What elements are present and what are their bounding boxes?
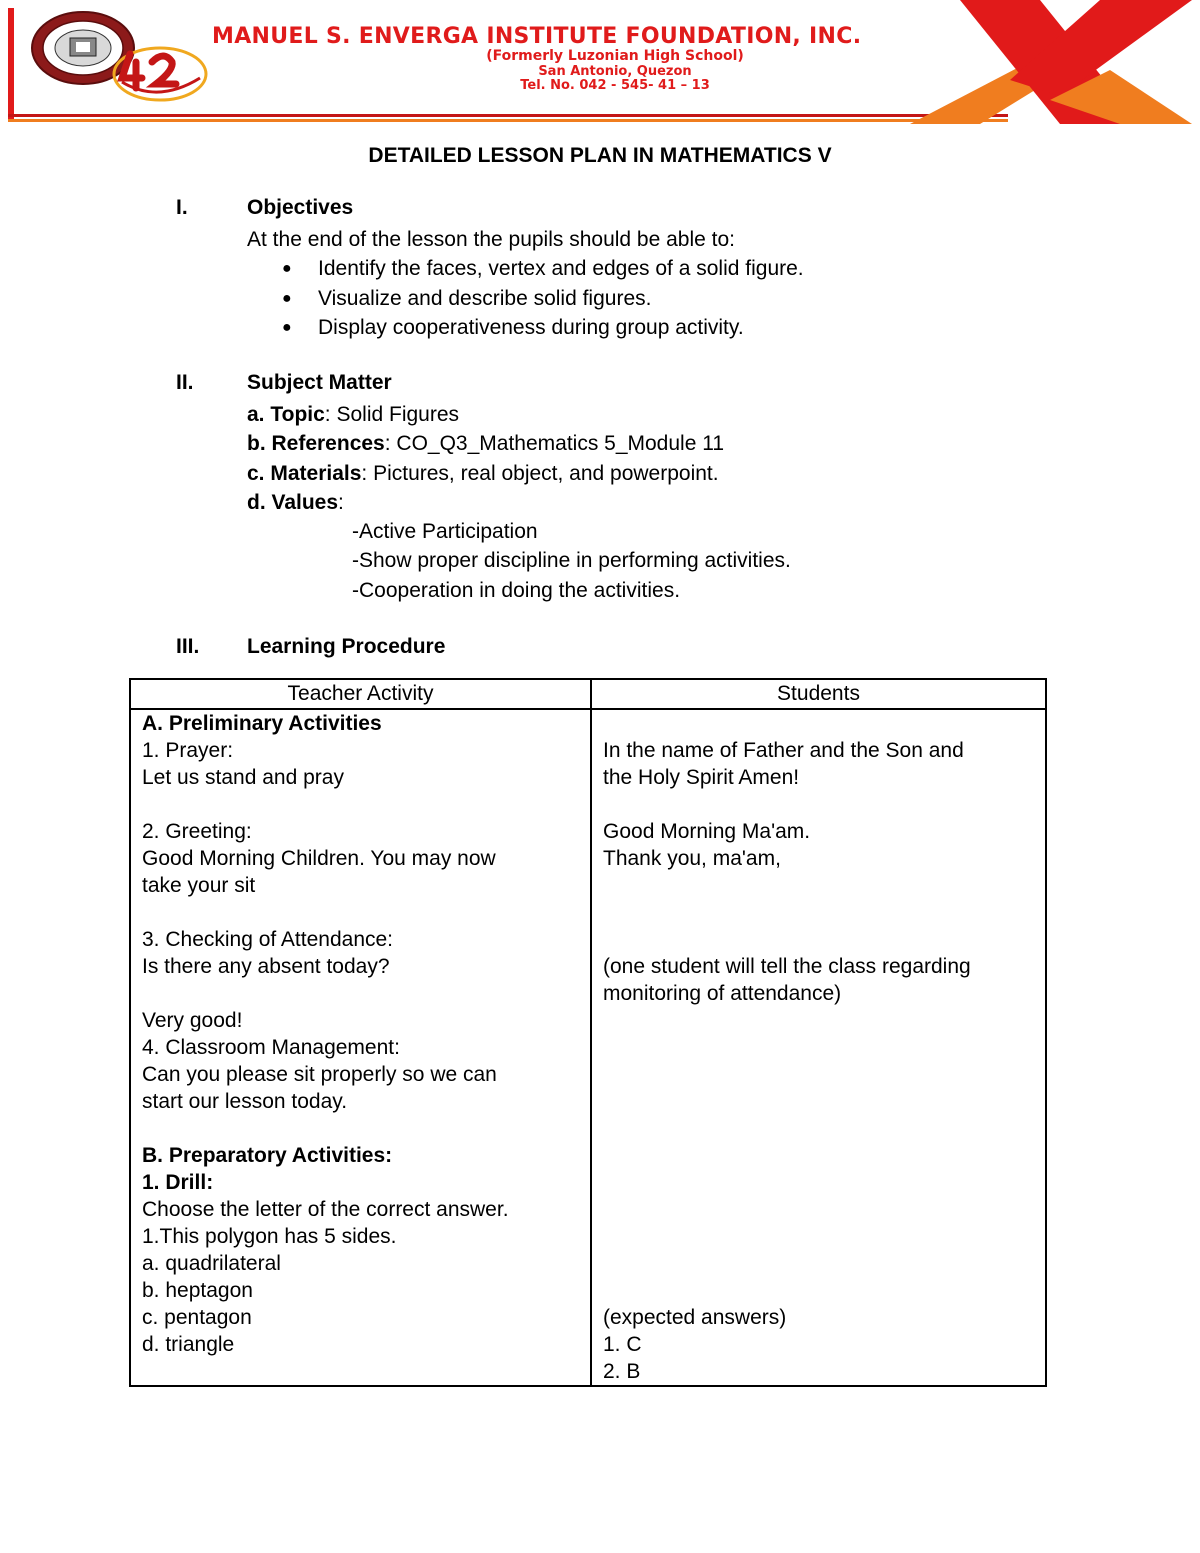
teacher-line: 4. Classroom Management: xyxy=(142,1036,400,1059)
materials-label: c. Materials xyxy=(247,461,362,485)
document-title: DETAILED LESSON PLAN IN MATHEMATICS V xyxy=(368,144,832,167)
list-item xyxy=(247,313,1076,342)
student-line: 1. C xyxy=(603,1333,642,1356)
subject-matter-section xyxy=(176,371,1076,605)
references-line xyxy=(176,429,1076,458)
teacher-line: 1. Prayer: xyxy=(142,739,234,762)
materials-line xyxy=(176,459,1076,488)
bullet-icon: ● xyxy=(282,260,292,278)
student-line xyxy=(603,899,1045,926)
teacher-line: A. Preliminary Activities xyxy=(142,712,382,735)
student-line: 2. B xyxy=(603,1360,641,1383)
section-heading: Subject Matter xyxy=(247,371,392,394)
student-line: Thank you, ma'am, xyxy=(603,847,781,870)
red-x-mark-icon xyxy=(900,0,1200,128)
student-line xyxy=(603,926,1045,953)
organization-telephone: Tel. No. 042 - 545- 41 – 13 xyxy=(520,78,710,93)
organization-name: MANUEL S. ENVERGA INSTITUTE FOUNDATION, INC. xyxy=(212,24,862,49)
values-label: d. Values xyxy=(247,490,339,514)
student-line xyxy=(603,1223,1045,1250)
list-item xyxy=(247,284,1076,313)
bullet-icon: ● xyxy=(282,289,292,307)
table-row xyxy=(130,709,1046,1386)
objective-text: Identify the faces, vertex and edges of a solid figure. xyxy=(318,257,804,281)
letterhead-rule-orange xyxy=(8,119,1008,122)
student-line xyxy=(603,1061,1045,1088)
teacher-line: Very good! xyxy=(142,1009,243,1032)
section-number: II. xyxy=(176,371,194,394)
table-header-row xyxy=(130,679,1046,709)
teacher-line: B. Preparatory Activities: xyxy=(142,1144,393,1167)
teacher-line: Good Morning Children. You may now xyxy=(142,847,496,870)
section-heading: Learning Procedure xyxy=(247,635,446,658)
learning-procedure-table xyxy=(129,678,1047,1387)
objective-text: Display cooperativeness during group activity. xyxy=(318,315,744,339)
student-line xyxy=(603,1169,1045,1196)
organization-address: San Antonio, Quezon xyxy=(538,64,692,79)
students-header: Students xyxy=(591,679,1046,709)
student-line xyxy=(603,1088,1045,1115)
references-value: : CO_Q3_Mathematics 5_Module 11 xyxy=(384,432,725,456)
letterhead-rule-red xyxy=(8,114,1008,117)
student-line xyxy=(603,791,1045,818)
topic-label: a. Topic xyxy=(247,403,325,426)
teacher-line xyxy=(142,791,590,818)
values-line xyxy=(176,488,1076,517)
bullet-icon: ● xyxy=(282,318,292,336)
topic-value: : Solid Figures xyxy=(324,403,460,426)
student-line xyxy=(603,1007,1045,1034)
teacher-line: a. quadrilateral xyxy=(142,1252,281,1275)
student-line: Good Morning Ma'am. xyxy=(603,820,811,843)
objectives-section xyxy=(176,196,1076,342)
subject-matter-heading-row xyxy=(176,371,1076,400)
section-heading: Objectives xyxy=(247,196,354,219)
student-line xyxy=(603,1250,1045,1277)
student-line: the Holy Spirit Amen! xyxy=(603,766,800,789)
objectives-intro: At the end of the lesson the pupils should be able to: xyxy=(247,228,736,251)
teacher-line: start our lesson today. xyxy=(142,1090,348,1113)
teacher-line: b. heptagon xyxy=(142,1279,253,1302)
student-line: In the name of Father and the Son and xyxy=(603,739,964,762)
teacher-line: Choose the letter of the correct answer. xyxy=(142,1198,509,1221)
section-number: I. xyxy=(176,196,188,219)
list-item xyxy=(247,254,1076,283)
student-line xyxy=(603,1142,1045,1169)
letterhead xyxy=(0,0,1200,128)
objective-text: Visualize and describe solid figures. xyxy=(318,286,652,310)
references-label: b. References xyxy=(247,432,385,456)
teacher-line: 3. Checking of Attendance: xyxy=(142,928,394,951)
learning-procedure-section xyxy=(176,635,1076,664)
student-line xyxy=(603,1115,1045,1142)
student-line xyxy=(603,1277,1045,1304)
student-line: monitoring of attendance) xyxy=(603,982,842,1005)
former-school-name: (Formerly Luzonian High School) xyxy=(486,48,744,64)
teacher-activity-cell xyxy=(130,709,591,1386)
teacher-line: 1. Drill: xyxy=(142,1171,214,1194)
objectives-heading-row xyxy=(176,196,1076,225)
student-line xyxy=(603,1034,1045,1061)
teacher-line: 1.This polygon has 5 sides. xyxy=(142,1225,397,1248)
teacher-line: 2. Greeting: xyxy=(142,820,252,843)
teacher-line: Is there any absent today? xyxy=(142,955,390,978)
student-line xyxy=(603,710,1045,737)
topic-line xyxy=(176,400,1076,429)
teacher-line xyxy=(142,980,590,1007)
value-item: -Active Participation xyxy=(352,520,538,544)
teacher-line: Let us stand and pray xyxy=(142,766,344,789)
teacher-line xyxy=(142,1115,590,1142)
value-item: -Cooperation in doing the activities. xyxy=(352,578,681,602)
teacher-line: take your sit xyxy=(142,874,256,897)
teacher-line xyxy=(142,899,590,926)
student-line xyxy=(603,872,1045,899)
students-cell xyxy=(591,709,1046,1386)
teacher-line: c. pentagon xyxy=(142,1306,252,1329)
materials-value: : Pictures, real object, and powerpoint. xyxy=(361,461,719,485)
learning-procedure-heading-row xyxy=(176,635,1076,664)
values-colon: : xyxy=(338,490,344,514)
teacher-activity-header: Teacher Activity xyxy=(130,679,591,709)
section-number: III. xyxy=(176,635,200,658)
teacher-line: d. triangle xyxy=(142,1333,235,1356)
teacher-line: Can you please sit properly so we can xyxy=(142,1063,497,1086)
objectives-list xyxy=(176,254,1076,342)
student-line xyxy=(603,1196,1045,1223)
student-line: (expected answers) xyxy=(603,1306,787,1329)
student-line: (one student will tell the class regarding xyxy=(603,955,971,978)
value-item: -Show proper discipline in performing activities. xyxy=(352,549,791,573)
